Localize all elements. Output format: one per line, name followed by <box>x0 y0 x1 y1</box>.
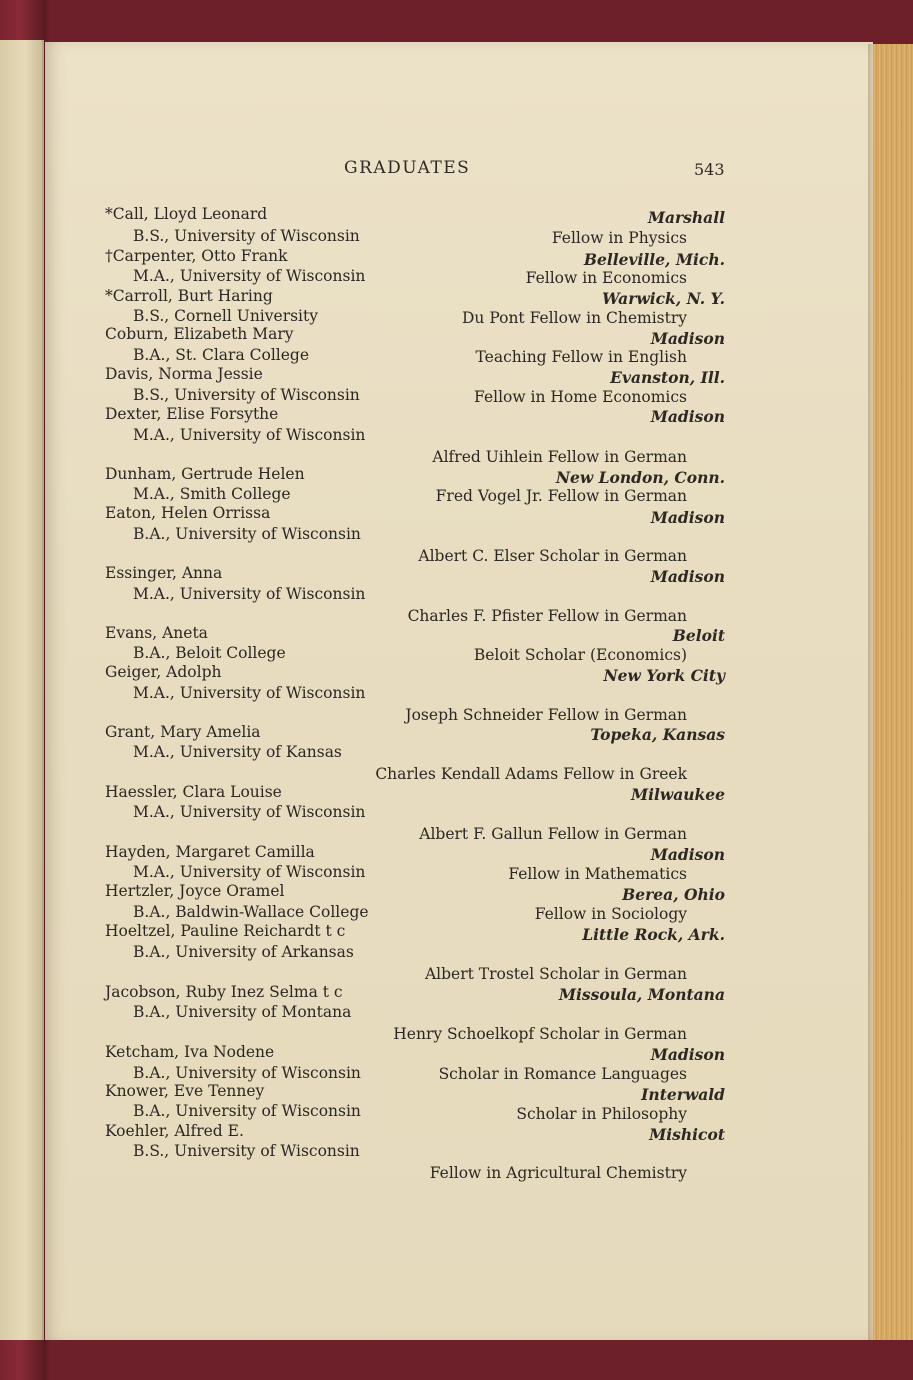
graduate-location: Madison <box>650 1045 725 1064</box>
graduate-award: Fellow in Sociology <box>534 905 687 923</box>
graduate-degree: M.A., University of Wisconsin <box>133 426 366 444</box>
graduate-location: Topeka, Kansas <box>590 725 725 744</box>
graduate-award: Du Pont Fellow in Chemistry <box>461 309 687 327</box>
graduate-name: Dexter, Elise Forsythe <box>105 405 279 423</box>
graduate-name: Hertzler, Joyce Oramel <box>105 882 285 900</box>
graduate-name: Coburn, Elizabeth Mary <box>105 325 294 343</box>
graduate-name: Koehler, Alfred E. <box>105 1122 244 1140</box>
graduate-location: Evanston, Ill. <box>610 368 725 387</box>
graduate-award: Henry Schoelkopf Scholar in German <box>393 1025 687 1043</box>
graduate-award: Albert C. Elser Scholar in German <box>418 547 687 565</box>
graduate-degree: B.A., University of Wisconsin <box>133 1064 361 1082</box>
graduate-location: New London, Conn. <box>555 468 725 487</box>
graduate-award: Joseph Schneider Fellow in German <box>405 706 687 724</box>
graduate-award: Fellow in Economics <box>525 269 687 287</box>
graduate-degree: B.S., Cornell University <box>133 307 319 325</box>
graduate-name: Haessler, Clara Louise <box>105 783 282 801</box>
graduate-name: Hayden, Margaret Camilla <box>105 843 315 861</box>
graduate-name: Evans, Aneta <box>105 624 208 642</box>
graduate-award: Charles Kendall Adams Fellow in Greek <box>375 765 687 783</box>
graduate-degree: B.A., St. Clara College <box>133 346 310 364</box>
graduate-degree: M.A., University of Wisconsin <box>133 684 366 702</box>
graduate-location: New York City <box>603 666 725 685</box>
graduate-location: Little Rock, Ark. <box>582 925 725 944</box>
graduate-degree: B.A., Beloit College <box>133 644 286 662</box>
graduate-location: Madison <box>650 845 725 864</box>
graduate-award: Fellow in Agricultural Chemistry <box>429 1164 687 1182</box>
graduate-name: *Carroll, Burt Haring <box>105 287 273 305</box>
graduate-award: Beloit Scholar (Economics) <box>473 646 687 664</box>
graduate-name: Jacobson, Ruby Inez Selma t c <box>105 983 343 1001</box>
graduate-name: Dunham, Gertrude Helen <box>105 465 305 483</box>
graduate-award: Albert Trostel Scholar in German <box>424 965 687 983</box>
graduate-name: Ketcham, Iva Nodene <box>105 1043 275 1061</box>
graduate-location: Madison <box>650 407 725 426</box>
graduate-name: Knower, Eve Tenney <box>105 1082 265 1100</box>
graduate-name: Geiger, Adolph <box>105 663 222 681</box>
graduate-degree: M.A., University of Kansas <box>133 743 342 761</box>
graduate-name: Grant, Mary Amelia <box>105 723 261 741</box>
graduate-name: Davis, Norma Jessie <box>105 365 263 383</box>
graduate-location: Berea, Ohio <box>622 885 725 904</box>
graduate-award: Fred Vogel Jr. Fellow in German <box>435 487 687 505</box>
graduate-name: Hoeltzel, Pauline Reichardt t c <box>105 922 346 940</box>
graduate-location: Milwaukee <box>630 785 725 804</box>
graduate-location: Mishicot <box>649 1125 725 1144</box>
graduate-name: †Carpenter, Otto Frank <box>105 247 288 265</box>
graduate-degree: B.A., University of Montana <box>133 1003 352 1021</box>
running-header-title: GRADUATES <box>344 158 471 178</box>
graduate-degree: M.A., University of Wisconsin <box>133 267 366 285</box>
graduate-location: Interwald <box>641 1085 725 1104</box>
graduate-location: Madison <box>650 508 725 527</box>
graduate-award: Fellow in Mathematics <box>508 865 687 883</box>
graduate-award: Alfred Uihlein Fellow in German <box>432 448 687 466</box>
graduate-degree: B.S., University of Wisconsin <box>133 227 360 245</box>
graduate-award: Fellow in Physics <box>551 229 687 247</box>
graduate-degree: B.A., University of Arkansas <box>133 943 354 961</box>
graduate-location: Belleville, Mich. <box>583 250 725 269</box>
graduate-award: Fellow in Home Economics <box>474 388 687 406</box>
graduate-degree: M.A., University of Wisconsin <box>133 803 366 821</box>
graduate-degree: M.A., University of Wisconsin <box>133 863 366 881</box>
graduate-award: Albert F. Gallun Fellow in German <box>419 825 687 843</box>
graduate-name: Eaton, Helen Orrissa <box>105 504 271 522</box>
graduate-location: Madison <box>650 567 725 586</box>
graduate-degree: B.A., University of Wisconsin <box>133 525 361 543</box>
graduate-degree: M.A., Smith College <box>133 485 291 503</box>
graduate-location: Beloit <box>672 626 725 645</box>
graduate-degree: B.S., University of Wisconsin <box>133 386 360 404</box>
graduate-location: Warwick, N. Y. <box>602 289 725 308</box>
graduate-location: Marshall <box>647 208 725 227</box>
graduate-degree: M.A., University of Wisconsin <box>133 585 366 603</box>
graduate-degree: B.A., Baldwin-Wallace College <box>133 903 369 921</box>
graduate-name: Essinger, Anna <box>105 564 223 582</box>
graduate-degree: B.S., University of Wisconsin <box>133 1142 360 1160</box>
graduate-award: Charles F. Pfister Fellow in German <box>407 607 687 625</box>
graduate-award: Teaching Fellow in English <box>475 348 687 366</box>
graduate-location: Madison <box>650 329 725 348</box>
graduate-name: *Call, Lloyd Leonard <box>105 205 268 223</box>
graduate-award: Scholar in Philosophy <box>516 1105 687 1123</box>
graduate-award: Scholar in Romance Languages <box>438 1065 687 1083</box>
graduate-location: Missoula, Montana <box>558 985 725 1004</box>
graduate-degree: B.A., University of Wisconsin <box>133 1102 361 1120</box>
page-number: 543 <box>694 160 725 179</box>
